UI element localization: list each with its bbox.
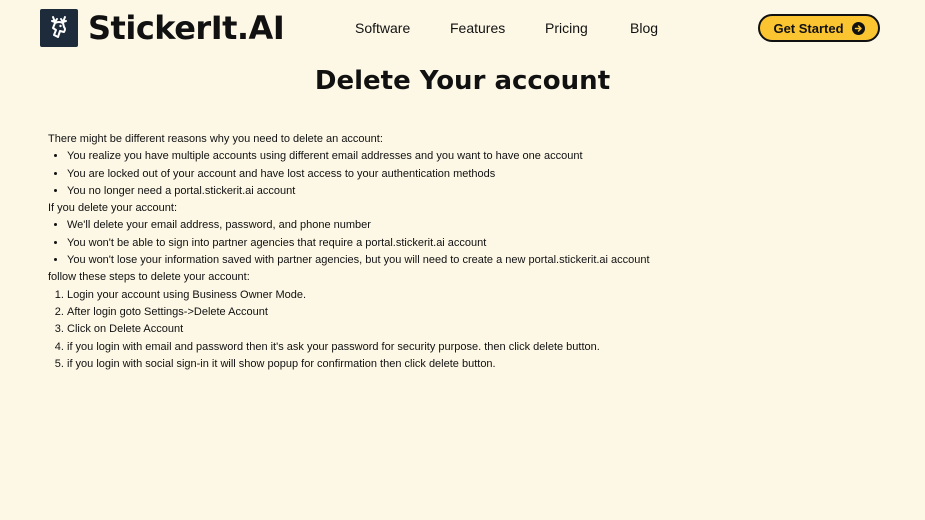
list-item: 1. Login your account using Business Owner Mode. (67, 287, 868, 304)
nav-software[interactable]: Software (355, 20, 411, 36)
list-item: 3. Click on Delete Account (67, 321, 868, 338)
list-item: 4. if you login with email and password then it's ask your password for security purpose. then click delete button. (67, 339, 868, 356)
steps-intro: follow these steps to delete your account: (48, 271, 250, 284)
page-title: Delete Your account (314, 66, 611, 96)
list-item: • You won't lose your information saved with partner agencies, but you will need to create a new portal.stickerit.ai account (67, 252, 868, 269)
steps-list (48, 287, 868, 373)
nav-pricing[interactable]: Pricing (545, 20, 588, 36)
list-item: • You won't be able to sign into partner agencies that require a portal.stickerit.ai account (67, 235, 868, 252)
site-header (0, 0, 925, 56)
reasons-list (48, 148, 868, 200)
list-item: 2. After login goto Settings->Delete Account (67, 304, 868, 321)
reasons-intro: There might be different reasons why you need to delete an account: (48, 133, 383, 145)
list-item: • You realize you have multiple accounts using different email addresses and you want to have one account (67, 148, 868, 165)
nav-features[interactable]: Features (450, 20, 506, 36)
arrow-right-circle-icon (852, 22, 865, 35)
brand-name: StickerIt.AI (88, 9, 285, 47)
effects-list (48, 217, 868, 269)
list-item: • You no longer need a portal.stickerit.ai account (67, 183, 868, 200)
list-item: • You are locked out of your account and have lost access to your authentication methods (67, 166, 868, 183)
effects-intro: If you delete your account: (48, 202, 178, 215)
list-item: • We'll delete your email address, password, and phone number (67, 217, 868, 234)
get-started-label: Get Started (773, 20, 844, 36)
delete-account-content (48, 131, 868, 373)
nav-blog[interactable]: Blog (630, 20, 659, 36)
list-item: 5. if you login with social sign-in it will show popup for confirmation then click delete button. (67, 356, 868, 373)
get-started-button[interactable] (758, 14, 880, 42)
